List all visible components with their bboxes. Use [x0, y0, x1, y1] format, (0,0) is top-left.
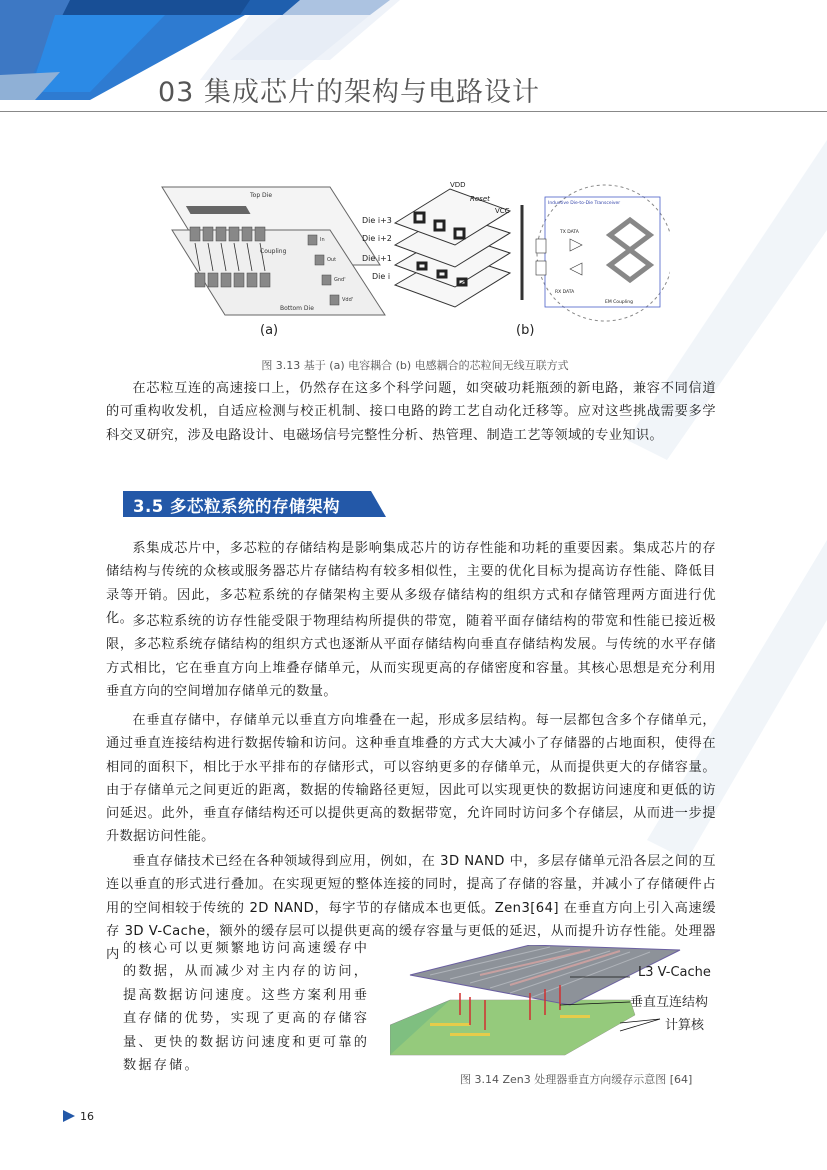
- chapter-title: 03 集成芯片的架构与电路设计: [158, 77, 540, 108]
- paragraph-wrap-continuation: 的核心可以更频繁地访问高速缓存中的数据，从而减少对主内存的访问，提高数据访问速度。这些方案利用垂直存储的优势，实现了更高的存储容量、更快的数据访问速度和更可靠的数据存储。: [123, 941, 370, 1074]
- die-i-label: Die i: [372, 272, 391, 281]
- top-die-label: Top Die: [250, 192, 273, 199]
- gnd-label: Gnd': [334, 277, 346, 283]
- paragraph-storage-intro: 系集成芯片中，多芯粒的存储结构是影响集成芯片的访存性能和功耗的重要因素。集成芯片的存储结构与传统的众核或服务器芯片存储结构有较多相似性，主要的优化目标为提高访存性能、降低目录等开销。因此，多芯粒系统的存储架构主要从多级存储结构的组织方式和存储管理两方面进行优化。: [106, 541, 716, 626]
- paragraph-interface-challenges: 在芯粒互连的高速接口上，仍然存在这多个科学问题，如突破功耗瓶颈的新电路，兼容不同信道的可重构收发机，自适应检测与校正机制、接口电路的跨工艺自动化迁移等。应对这些挑战需要多学科交叉研究，涉及电路设计、电磁场信号完整性分析、热管理、制造工艺等领域的专业知识。: [106, 381, 716, 443]
- out-label: Out: [327, 257, 337, 263]
- vdd-label-b: VDD: [450, 181, 466, 189]
- panel-b-diagram: [362, 181, 670, 321]
- figure-3-13-caption: 图 3.13 基于 (a) 电容耦合 (b) 电感耦合的芯粒间无线互联方式: [261, 359, 569, 372]
- die-i2-label: Die i+2: [362, 234, 392, 243]
- em-coupling-label: EM Coupling: [605, 300, 633, 305]
- die-i3-label: Die i+3: [362, 216, 392, 225]
- figure-3-14-caption: 图 3.14 Zen3 处理器垂直方向缓存示意图 [64]: [460, 1073, 693, 1086]
- compute-core-label: 计算核: [665, 1018, 705, 1033]
- in-label: In: [320, 237, 325, 243]
- page-number: 16: [80, 1110, 94, 1123]
- panel-b-label: (b): [516, 323, 535, 338]
- section-title: 3.5 多芯粒系统的存储架构: [133, 497, 340, 516]
- figure-3-13-drawing: [150, 175, 670, 325]
- vcc-label: VCC: [495, 207, 510, 215]
- transceiver-label: Inductive Die-to-Die Transceiver: [548, 201, 621, 206]
- vertical-interconnect-label: 垂直互连结构: [630, 995, 709, 1010]
- die-i1-label: Die i+1: [362, 254, 392, 263]
- tx-data-label: TX DATA: [560, 230, 579, 235]
- paragraph-3d-nand-zen3: 垂直存储技术已经在各种领域得到应用，例如，在 3D NAND 中，多层存储单元沿各层之间的互连以垂直的形式进行叠加。在实现更短的整体连接的同时，提高了存储的容量，并减小了存储硬件占用的空间相较于传统的 2D NAND，每字节的存储成本也更低。Zen3[64] 在垂直方向上引入高速缓存 3D V-Cache，额外的缓存层可以提供更高的缓存容量与更低的延迟，从而提升访存性能。处理器内: [106, 854, 716, 963]
- vdd-label: Vdd': [342, 297, 354, 303]
- rx-data-label: RX DATA: [555, 290, 575, 295]
- figure-3-13: [150, 175, 670, 345]
- reset-label: Reset: [470, 195, 490, 203]
- figure-3-14: [390, 945, 720, 1065]
- paragraph-vertical-storage-trend: 多芯粒系统的访存性能受限于物理结构所提供的带宽，随着平面存储结构的带宽和性能已接近极限，多芯粒系统存储结构的组织方式也逐渐从平面存储结构向垂直存储结构发展。与传统的水平存储方式相比，它在垂直方向上堆叠存储单元，从而实现更高的存储密度和容量。其核心思想是充分利用垂直方向的空间增加存储单元的数量。: [106, 614, 716, 699]
- bottom-die-label: Bottom Die: [280, 305, 314, 312]
- page-arrow-icon: [63, 1110, 75, 1122]
- coupling-label: Coupling: [260, 248, 287, 255]
- header-divider: [0, 111, 827, 112]
- panel-a-diagram: [162, 187, 385, 315]
- paragraph-vertical-storage-detail: 在垂直存储中，存储单元以垂直方向堆叠在一起，形成多层结构。每一层都包含多个存储单元，通过垂直连接结构进行数据传输和访问。这种垂直堆叠的方式大大减小了存储器的占地面积，使得在相同的面积下，相比于水平排布的存储形式，可以容纳更多的存储单元，从而提供更大的存储容量。由于存储单元之间更近的距离，数据的传输路径更短，因此可以实现更快的数据访问速度和更低的访问延迟。此外，垂直存储结构还可以提供更高的数据带宽，允许同时访问多个存储层，从而进一步提升数据访问性能。: [106, 713, 716, 845]
- l3-v-cache-label: L3 V-Cache: [638, 965, 711, 980]
- panel-a-label: (a): [260, 323, 279, 338]
